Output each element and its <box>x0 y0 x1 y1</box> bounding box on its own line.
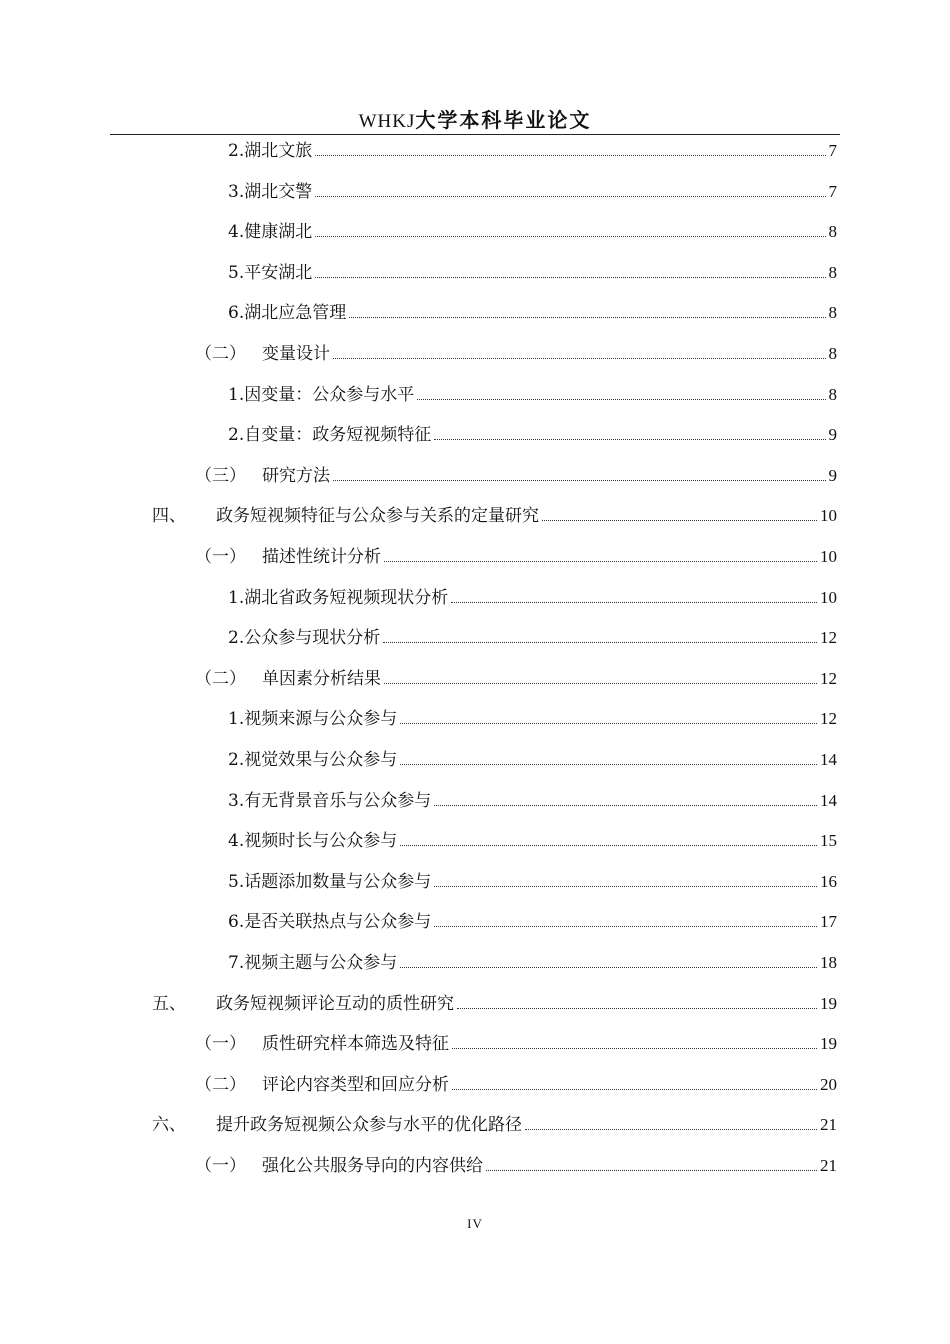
toc-entry-number: 4. <box>228 222 245 243</box>
toc-dot-leader <box>434 925 817 927</box>
toc-entry-page: 8 <box>828 303 837 323</box>
toc-dot-leader <box>434 804 817 806</box>
toc-entry-page: 21 <box>820 1156 837 1175</box>
toc-entry[interactable] <box>195 341 837 367</box>
toc-entry[interactable] <box>195 1072 837 1098</box>
toc-entry-page: 12 <box>820 628 837 648</box>
toc-entry[interactable] <box>195 544 837 570</box>
toc-entry[interactable] <box>228 625 837 651</box>
page-header-title <box>110 104 840 133</box>
toc-entry-page: 15 <box>820 831 837 851</box>
toc-entry-title: 公众参与现状分析 <box>244 628 381 649</box>
toc-entry-title: 因变量：公众参与水平 <box>244 384 415 405</box>
toc-entry-title: 政务短视频评论互动的质性研究 <box>216 993 454 1014</box>
toc-entry-title: 研究方法 <box>262 465 330 486</box>
toc-entry-title: 评论内容类型和回应分析 <box>262 1074 449 1095</box>
toc-entry-title: 湖北省政务短视频现状分析 <box>244 587 449 608</box>
toc-entry[interactable] <box>195 1031 837 1057</box>
toc-entry-number: 4. <box>228 831 245 852</box>
toc-dot-leader <box>333 357 826 359</box>
toc-entry-number: 2. <box>228 750 245 770</box>
toc-entry[interactable] <box>228 747 837 773</box>
toc-dot-leader <box>333 479 826 481</box>
toc-entry[interactable] <box>228 138 837 164</box>
toc-entry-number: 3. <box>228 181 245 202</box>
toc-dot-leader <box>384 560 817 562</box>
toc-entry-title: 视频来源与公众参与 <box>244 709 398 730</box>
toc-entry[interactable] <box>195 1153 837 1179</box>
toc-entry-number: 3. <box>228 790 245 811</box>
toc-entry-page: 8 <box>828 384 837 404</box>
toc-entry-number: （二） <box>195 344 246 364</box>
toc-entry-number: 五、 <box>152 993 186 1014</box>
toc-entry-page: 20 <box>820 1074 837 1094</box>
header-cjk: 大学本科毕业论文 <box>415 108 592 132</box>
toc-entry-number: （一） <box>195 1156 246 1176</box>
toc-entry[interactable] <box>228 260 837 286</box>
toc-dot-leader <box>452 1088 817 1090</box>
toc-dot-leader <box>486 1169 817 1171</box>
toc-entry-page: 7 <box>828 181 837 201</box>
toc-entry-title: 平安湖北 <box>244 262 313 283</box>
toc-entry-number: （二） <box>195 1074 246 1095</box>
toc-entry[interactable] <box>228 300 837 326</box>
toc-entry-page: 17 <box>820 912 837 932</box>
toc-entry-number: 6. <box>228 303 245 324</box>
toc-dot-leader <box>400 844 817 846</box>
toc-dot-leader <box>452 1047 817 1049</box>
toc-entry-number: 5. <box>228 262 245 283</box>
toc-entry[interactable] <box>152 991 837 1017</box>
toc-entry-title: 有无背景音乐与公众参与 <box>244 790 432 811</box>
footer-page-number: IV <box>467 1216 483 1231</box>
toc-entry-number: 7. <box>228 953 245 973</box>
toc-entry[interactable] <box>228 382 837 408</box>
toc-dot-leader <box>400 722 817 724</box>
toc-entry-number: （三） <box>195 465 246 486</box>
toc-entry-title: 单因素分析结果 <box>262 668 381 689</box>
toc-entry-number: 2. <box>228 628 245 649</box>
toc-dot-leader <box>434 885 817 887</box>
toc-entry-title: 自变量：政务短视频特征 <box>244 425 432 446</box>
toc-entry-number: （二） <box>195 668 246 689</box>
toc-entry-number: 六、 <box>152 1115 186 1136</box>
header-rule <box>110 134 840 135</box>
toc-entry-title: 湖北文旅 <box>244 141 313 161</box>
toc-dot-leader <box>451 601 817 603</box>
toc-entry[interactable] <box>195 463 837 489</box>
toc-entry-title: 视频时长与公众参与 <box>244 831 398 852</box>
toc-entry[interactable] <box>228 909 837 935</box>
toc-entry[interactable] <box>228 706 837 732</box>
toc-entry-page: 18 <box>820 953 837 972</box>
toc-entry-page: 8 <box>828 344 837 363</box>
toc-entry-page: 14 <box>820 790 837 810</box>
toc-entry-number: （一） <box>195 1034 246 1055</box>
toc-entry-page: 10 <box>820 506 837 526</box>
toc-entry-page: 7 <box>828 141 837 160</box>
toc-dot-leader <box>542 519 817 521</box>
toc-entry-page: 14 <box>820 750 837 769</box>
toc-entry-page: 10 <box>820 587 837 607</box>
toc-entry-title: 湖北应急管理 <box>244 303 347 324</box>
toc-entry-number: （一） <box>195 547 246 567</box>
toc-entry-title: 视频主题与公众参与 <box>244 953 398 973</box>
toc-entry[interactable] <box>152 1112 837 1138</box>
toc-entry-page: 9 <box>828 465 837 485</box>
toc-dot-leader <box>434 438 825 440</box>
toc-dot-leader <box>384 682 817 684</box>
toc-entry-number: 2. <box>228 425 245 446</box>
toc-entry-title: 质性研究样本筛选及特征 <box>262 1034 449 1055</box>
toc-entry[interactable] <box>228 219 837 245</box>
toc-entry-page: 21 <box>820 1115 837 1135</box>
toc-dot-leader <box>349 316 825 318</box>
toc-entry-title: 是否关联热点与公众参与 <box>244 912 432 933</box>
toc-entry[interactable] <box>228 585 837 611</box>
toc-entry-title: 话题添加数量与公众参与 <box>244 871 432 892</box>
toc-entry-number: 5. <box>228 871 245 892</box>
toc-entry-title: 视觉效果与公众参与 <box>244 750 398 770</box>
toc-dot-leader <box>315 235 825 237</box>
toc-entry-title: 提升政务短视频公众参与水平的优化路径 <box>216 1115 522 1136</box>
toc-entry-number: 1. <box>228 709 245 730</box>
toc-entry-page: 8 <box>828 222 837 242</box>
toc-dot-leader <box>457 1007 817 1009</box>
toc-entry-number: 2. <box>228 141 245 161</box>
toc-entry[interactable] <box>228 422 837 448</box>
toc-entry-title: 健康湖北 <box>244 222 313 243</box>
toc-dot-leader <box>315 195 825 197</box>
toc-entry-title: 强化公共服务导向的内容供给 <box>262 1156 483 1176</box>
toc-entry-number: 四、 <box>152 506 186 527</box>
toc-entry-number: 1. <box>228 384 245 405</box>
toc-entry-title: 变量设计 <box>262 344 330 364</box>
toc-entry-page: 19 <box>820 993 837 1013</box>
toc-dot-leader <box>525 1128 817 1130</box>
toc-dot-leader <box>400 763 817 765</box>
toc-entry-page: 16 <box>820 871 837 891</box>
toc-entry[interactable] <box>195 666 837 692</box>
toc-entry-page: 10 <box>820 547 837 566</box>
toc-entry[interactable] <box>228 950 837 976</box>
toc-entry[interactable] <box>228 179 837 205</box>
toc-entry-page: 12 <box>820 709 837 729</box>
toc-entry[interactable] <box>228 788 837 814</box>
toc-entry-page: 9 <box>828 425 837 445</box>
toc-entry-number: 1. <box>228 587 245 608</box>
toc-entry[interactable] <box>228 869 837 895</box>
toc-entry-title: 政务短视频特征与公众参与关系的定量研究 <box>216 506 539 527</box>
toc-entry-page: 19 <box>820 1034 837 1054</box>
toc-entry[interactable] <box>152 503 837 529</box>
toc-entry-page: 12 <box>820 668 837 688</box>
toc-dot-leader <box>315 154 825 156</box>
header-latin: WHKJ <box>358 111 416 132</box>
toc-entry-title: 湖北交警 <box>244 181 313 202</box>
toc-dot-leader <box>315 276 825 278</box>
toc-dot-leader <box>383 641 817 643</box>
toc-dot-leader <box>417 398 825 400</box>
toc-entry-title: 描述性统计分析 <box>262 547 381 567</box>
toc-entry-page: 8 <box>828 262 837 282</box>
toc-entry-number: 6. <box>228 912 245 933</box>
toc-entry[interactable] <box>228 828 837 854</box>
toc-dot-leader <box>400 966 817 968</box>
